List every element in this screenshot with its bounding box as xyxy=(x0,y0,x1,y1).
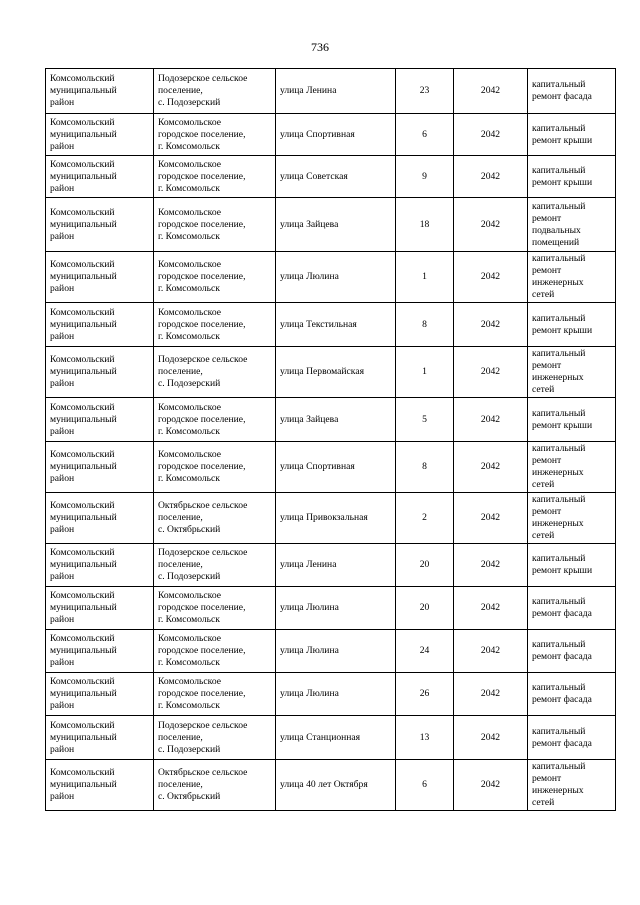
work-type-cell xyxy=(528,493,616,544)
work-type-cell-line: сетей xyxy=(532,479,555,490)
work-type-cell-line: сетей xyxy=(532,384,555,395)
street-cell: улица Ленина xyxy=(276,69,396,114)
table-row xyxy=(46,587,616,630)
house-number-cell: 6 xyxy=(396,114,454,156)
settlement-cell-line: городское поселение, xyxy=(158,271,246,282)
year-cell: 2042 xyxy=(454,716,528,760)
settlement-cell xyxy=(154,252,276,303)
work-type-cell-line: помещений xyxy=(532,236,580,248)
work-type-cell-line: капитальный xyxy=(532,443,586,454)
district-cell-line: муниципальный xyxy=(50,779,117,790)
work-type-cell-line: инженерных xyxy=(532,467,584,478)
district-cell-line: муниципальный xyxy=(50,602,117,613)
settlement-cell-line: Комсомольское xyxy=(158,206,221,218)
house-number-cell: 26 xyxy=(396,673,454,716)
house-number-cell: 5 xyxy=(396,398,454,442)
district-cell-line: муниципальный xyxy=(50,512,117,523)
settlement-cell-line: городское поселение, xyxy=(158,128,246,140)
district-cell-line: Комсомольский xyxy=(50,633,115,644)
house-number-cell: 23 xyxy=(396,69,454,114)
work-type-cell-line: сетей xyxy=(532,797,555,808)
settlement-cell-line: городское поселение, xyxy=(158,688,246,699)
work-type-cell-line: капитальный xyxy=(532,596,586,607)
settlement-cell-line: с. Подозерский xyxy=(158,743,221,755)
settlement-cell-line: Комсомольское xyxy=(158,116,221,128)
street-cell: улица Ленина xyxy=(276,544,396,587)
work-type-cell-line: инженерных xyxy=(532,372,584,383)
settlement-cell-line: Комсомольское xyxy=(158,590,221,601)
district-cell-line: муниципальный xyxy=(50,688,117,699)
year-cell: 2042 xyxy=(454,760,528,811)
district-cell-line: Комсомольский xyxy=(50,158,115,170)
street-cell: улица Люлина xyxy=(276,252,396,303)
district-cell-line: Комсомольский xyxy=(50,259,115,270)
year-cell: 2042 xyxy=(454,69,528,114)
work-type-cell-line: ремонт крыши xyxy=(532,176,593,188)
settlement-cell-line: городское поселение, xyxy=(158,318,246,330)
settlement-cell-line: Комсомольское xyxy=(158,259,221,270)
settlement-cell-line: Комсомольское xyxy=(158,449,221,460)
settlement-cell-line: Подозерское сельское xyxy=(158,719,248,731)
work-type-cell xyxy=(528,398,616,442)
page-number: 736 xyxy=(311,40,329,54)
district-cell-line: район xyxy=(50,140,75,152)
district-cell-line: муниципальный xyxy=(50,731,117,743)
street-cell: улица Люлина xyxy=(276,673,396,716)
work-type-cell xyxy=(528,587,616,630)
house-number-cell: 20 xyxy=(396,544,454,587)
settlement-cell-line: с. Подозерский xyxy=(158,571,221,582)
settlement-cell-line: Комсомольское xyxy=(158,158,221,170)
settlement-cell-line: г. Комсомольск xyxy=(158,614,220,625)
year-cell: 2042 xyxy=(454,198,528,252)
work-type-cell xyxy=(528,114,616,156)
table-row xyxy=(46,630,616,673)
district-cell-line: район xyxy=(50,791,75,802)
settlement-cell-line: с. Подозерский xyxy=(158,378,221,389)
settlement-cell-line: поселение, xyxy=(158,512,203,523)
work-type-cell-line: ремонт крыши xyxy=(532,134,593,146)
settlement-cell-line: городское поселение, xyxy=(158,602,246,613)
street-cell: улица Люлина xyxy=(276,630,396,673)
settlement-cell xyxy=(154,398,276,442)
settlement-cell xyxy=(154,716,276,760)
work-type-cell-line: ремонт крыши xyxy=(532,419,593,431)
table-row xyxy=(46,673,616,716)
district-cell-line: Комсомольский xyxy=(50,116,115,128)
settlement-cell-line: Октябрьское сельское xyxy=(158,500,248,511)
settlement-cell-line: Октябрьское сельское xyxy=(158,767,248,778)
district-cell xyxy=(46,544,154,587)
house-number-cell: 8 xyxy=(396,303,454,347)
district-cell-line: Комсомольский xyxy=(50,590,115,601)
district-cell-line: район xyxy=(50,97,75,108)
district-cell-line: Комсомольский xyxy=(50,767,115,778)
settlement-cell-line: Комсомольское xyxy=(158,676,221,687)
house-number-cell: 20 xyxy=(396,587,454,630)
street-cell: улица Текстильная xyxy=(276,303,396,347)
district-cell-line: район xyxy=(50,571,75,582)
district-cell-line: Комсомольский xyxy=(50,676,115,687)
house-number-cell: 18 xyxy=(396,198,454,252)
district-cell xyxy=(46,442,154,493)
settlement-cell-line: поселение, xyxy=(158,85,203,96)
table-row xyxy=(46,252,616,303)
district-cell-line: Комсомольский xyxy=(50,306,115,318)
district-cell-line: муниципальный xyxy=(50,366,117,377)
settlement-cell xyxy=(154,442,276,493)
district-cell-line: муниципальный xyxy=(50,218,117,230)
settlement-cell-line: поселение, xyxy=(158,731,203,743)
work-type-cell xyxy=(528,760,616,811)
district-cell xyxy=(46,198,154,252)
work-type-cell xyxy=(528,69,616,114)
settlement-cell-line: Комсомольское xyxy=(158,633,221,644)
district-cell xyxy=(46,156,154,198)
work-type-cell xyxy=(528,630,616,673)
house-number-cell: 24 xyxy=(396,630,454,673)
settlement-cell xyxy=(154,114,276,156)
settlement-cell-line: поселение, xyxy=(158,779,203,790)
work-type-cell-line: ремонт фасада xyxy=(532,91,592,102)
settlement-cell xyxy=(154,493,276,544)
table-row xyxy=(46,544,616,587)
work-type-cell-line: ремонт фасада xyxy=(532,608,592,619)
work-type-cell xyxy=(528,442,616,493)
year-cell: 2042 xyxy=(454,114,528,156)
district-cell-line: муниципальный xyxy=(50,413,117,425)
street-cell: улица Советская xyxy=(276,156,396,198)
table-row xyxy=(46,156,616,198)
district-cell-line: район xyxy=(50,473,75,484)
year-cell: 2042 xyxy=(454,493,528,544)
work-type-cell-line: ремонт фасада xyxy=(532,694,592,705)
settlement-cell xyxy=(154,760,276,811)
year-cell: 2042 xyxy=(454,673,528,716)
work-type-cell-line: ремонт xyxy=(532,455,562,466)
settlement-cell xyxy=(154,544,276,587)
district-cell xyxy=(46,587,154,630)
house-number-cell: 1 xyxy=(396,252,454,303)
work-type-cell-line: ремонт крыши xyxy=(532,565,593,576)
district-cell-line: муниципальный xyxy=(50,128,117,140)
district-cell xyxy=(46,398,154,442)
settlement-cell-line: городское поселение, xyxy=(158,413,246,425)
settlement-cell xyxy=(154,347,276,398)
settlement-cell-line: г. Комсомольск xyxy=(158,700,220,711)
year-cell: 2042 xyxy=(454,252,528,303)
house-number-cell: 1 xyxy=(396,347,454,398)
settlement-cell-line: г. Комсомольск xyxy=(158,425,220,437)
district-cell-line: муниципальный xyxy=(50,559,117,570)
street-cell: улица Первомайская xyxy=(276,347,396,398)
year-cell: 2042 xyxy=(454,587,528,630)
settlement-cell xyxy=(154,587,276,630)
work-type-cell-line: сетей xyxy=(532,530,555,541)
district-cell-line: район xyxy=(50,425,75,437)
settlement-cell-line: г. Комсомольск xyxy=(158,182,220,194)
work-type-cell-line: инженерных xyxy=(532,518,584,529)
work-type-cell-line: ремонт xyxy=(532,212,562,224)
work-type-cell xyxy=(528,347,616,398)
work-type-cell xyxy=(528,303,616,347)
settlement-cell-line: г. Комсомольск xyxy=(158,283,220,294)
settlement-cell-line: поселение, xyxy=(158,366,203,377)
settlement-cell-line: поселение, xyxy=(158,559,203,570)
street-cell: улица Привокзальная xyxy=(276,493,396,544)
work-type-cell-line: инженерных xyxy=(532,277,584,288)
settlement-cell-line: г. Комсомольск xyxy=(158,473,220,484)
settlement-cell-line: с. Октябрьский xyxy=(158,791,221,802)
work-type-cell-line: подвальных xyxy=(532,224,581,236)
street-cell: улица Станционная xyxy=(276,716,396,760)
year-cell: 2042 xyxy=(454,442,528,493)
district-cell-line: Комсомольский xyxy=(50,500,115,511)
district-cell-line: район xyxy=(50,283,75,294)
work-type-cell-line: ремонт xyxy=(532,265,562,276)
work-type-cell-line: капитальный xyxy=(532,761,586,772)
table-row xyxy=(46,198,616,252)
table-row xyxy=(46,303,616,347)
work-type-cell-line: капитальный xyxy=(532,122,586,134)
district-cell-line: муниципальный xyxy=(50,318,117,330)
district-cell-line: Комсомольский xyxy=(50,547,115,558)
district-cell-line: район xyxy=(50,743,75,755)
work-type-cell-line: капитальный xyxy=(532,79,586,90)
year-cell: 2042 xyxy=(454,630,528,673)
settlement-cell-line: Комсомольское xyxy=(158,306,221,318)
district-cell-line: Комсомольский xyxy=(50,449,115,460)
district-cell-line: муниципальный xyxy=(50,85,117,96)
settlement-cell-line: Подозерское сельское xyxy=(158,354,248,365)
work-type-cell xyxy=(528,198,616,252)
repair-schedule-table xyxy=(45,68,616,811)
work-type-cell-line: капитальный xyxy=(532,407,586,419)
settlement-cell xyxy=(154,673,276,716)
street-cell: улица Спортивная xyxy=(276,114,396,156)
house-number-cell: 9 xyxy=(396,156,454,198)
year-cell: 2042 xyxy=(454,156,528,198)
work-type-cell-line: капитальный xyxy=(532,639,586,650)
work-type-cell-line: ремонт фасада xyxy=(532,737,592,749)
district-cell-line: Комсомольский xyxy=(50,206,115,218)
year-cell: 2042 xyxy=(454,544,528,587)
settlement-cell-line: городское поселение, xyxy=(158,170,246,182)
table-row xyxy=(46,493,616,544)
work-type-cell-line: капитальный xyxy=(532,494,586,505)
work-type-cell-line: капитальный xyxy=(532,348,586,359)
year-cell: 2042 xyxy=(454,347,528,398)
settlement-cell xyxy=(154,198,276,252)
settlement-cell xyxy=(154,69,276,114)
district-cell-line: район xyxy=(50,378,75,389)
work-type-cell-line: ремонт xyxy=(532,506,562,517)
table-row xyxy=(46,347,616,398)
table-row xyxy=(46,114,616,156)
district-cell-line: Комсомольский xyxy=(50,401,115,413)
work-type-cell-line: сетей xyxy=(532,289,555,300)
settlement-cell xyxy=(154,630,276,673)
settlement-cell-line: г. Комсомольск xyxy=(158,657,220,668)
work-type-cell-line: капитальный xyxy=(532,725,586,737)
settlement-cell xyxy=(154,303,276,347)
district-cell-line: муниципальный xyxy=(50,461,117,472)
street-cell: улица Спортивная xyxy=(276,442,396,493)
district-cell xyxy=(46,673,154,716)
work-type-cell-line: ремонт xyxy=(532,773,562,784)
work-type-cell xyxy=(528,544,616,587)
district-cell-line: район xyxy=(50,330,75,342)
work-type-cell-line: ремонт xyxy=(532,360,562,371)
district-cell xyxy=(46,760,154,811)
work-type-cell-line: ремонт крыши xyxy=(532,324,593,336)
work-type-cell xyxy=(528,673,616,716)
district-cell-line: район xyxy=(50,700,75,711)
district-cell xyxy=(46,716,154,760)
district-cell xyxy=(46,303,154,347)
district-cell-line: район xyxy=(50,657,75,668)
work-type-cell-line: ремонт фасада xyxy=(532,651,592,662)
work-type-cell-line: капитальный xyxy=(532,682,586,693)
table-row xyxy=(46,69,616,114)
table-row xyxy=(46,442,616,493)
house-number-cell: 2 xyxy=(396,493,454,544)
work-type-cell xyxy=(528,252,616,303)
district-cell-line: Комсомольский xyxy=(50,73,115,84)
district-cell xyxy=(46,630,154,673)
street-cell: улица 40 лет Октября xyxy=(276,760,396,811)
house-number-cell: 13 xyxy=(396,716,454,760)
settlement-cell xyxy=(154,156,276,198)
settlement-cell-line: г. Комсомольск xyxy=(158,140,220,152)
work-type-cell-line: капитальный xyxy=(532,164,586,176)
year-cell: 2042 xyxy=(454,303,528,347)
work-type-cell-line: капитальный xyxy=(532,553,586,564)
district-cell-line: район xyxy=(50,182,75,194)
district-cell xyxy=(46,252,154,303)
district-cell xyxy=(46,347,154,398)
table-row xyxy=(46,398,616,442)
table-row xyxy=(46,760,616,811)
district-cell-line: Комсомольский xyxy=(50,719,115,731)
table-body xyxy=(46,69,616,811)
settlement-cell-line: с. Октябрьский xyxy=(158,524,221,535)
district-cell xyxy=(46,493,154,544)
district-cell-line: Комсомольский xyxy=(50,354,115,365)
work-type-cell-line: капитальный xyxy=(532,200,586,212)
table-row xyxy=(46,716,616,760)
house-number-cell: 8 xyxy=(396,442,454,493)
street-cell: улица Зайцева xyxy=(276,398,396,442)
street-cell: улица Зайцева xyxy=(276,198,396,252)
settlement-cell-line: Комсомольское xyxy=(158,401,221,413)
district-cell-line: муниципальный xyxy=(50,645,117,656)
street-cell: улица Люлина xyxy=(276,587,396,630)
settlement-cell-line: Подозерское сельское xyxy=(158,547,248,558)
work-type-cell-line: капитальный xyxy=(532,253,586,264)
settlement-cell-line: городское поселение, xyxy=(158,218,246,230)
district-cell-line: район xyxy=(50,524,75,535)
house-number-cell: 6 xyxy=(396,760,454,811)
district-cell xyxy=(46,69,154,114)
year-cell: 2042 xyxy=(454,398,528,442)
district-cell xyxy=(46,114,154,156)
work-type-cell xyxy=(528,716,616,760)
district-cell-line: район xyxy=(50,614,75,625)
district-cell-line: муниципальный xyxy=(50,170,117,182)
work-type-cell-line: инженерных xyxy=(532,785,584,796)
work-type-cell-line: капитальный xyxy=(532,312,586,324)
district-cell-line: район xyxy=(50,230,75,242)
settlement-cell-line: с. Подозерский xyxy=(158,97,221,108)
district-cell-line: муниципальный xyxy=(50,271,117,282)
work-type-cell xyxy=(528,156,616,198)
settlement-cell-line: городское поселение, xyxy=(158,461,246,472)
settlement-cell-line: г. Комсомольск xyxy=(158,330,220,342)
settlement-cell-line: Подозерское сельское xyxy=(158,73,248,84)
settlement-cell-line: городское поселение, xyxy=(158,645,246,656)
settlement-cell-line: г. Комсомольск xyxy=(158,230,220,242)
